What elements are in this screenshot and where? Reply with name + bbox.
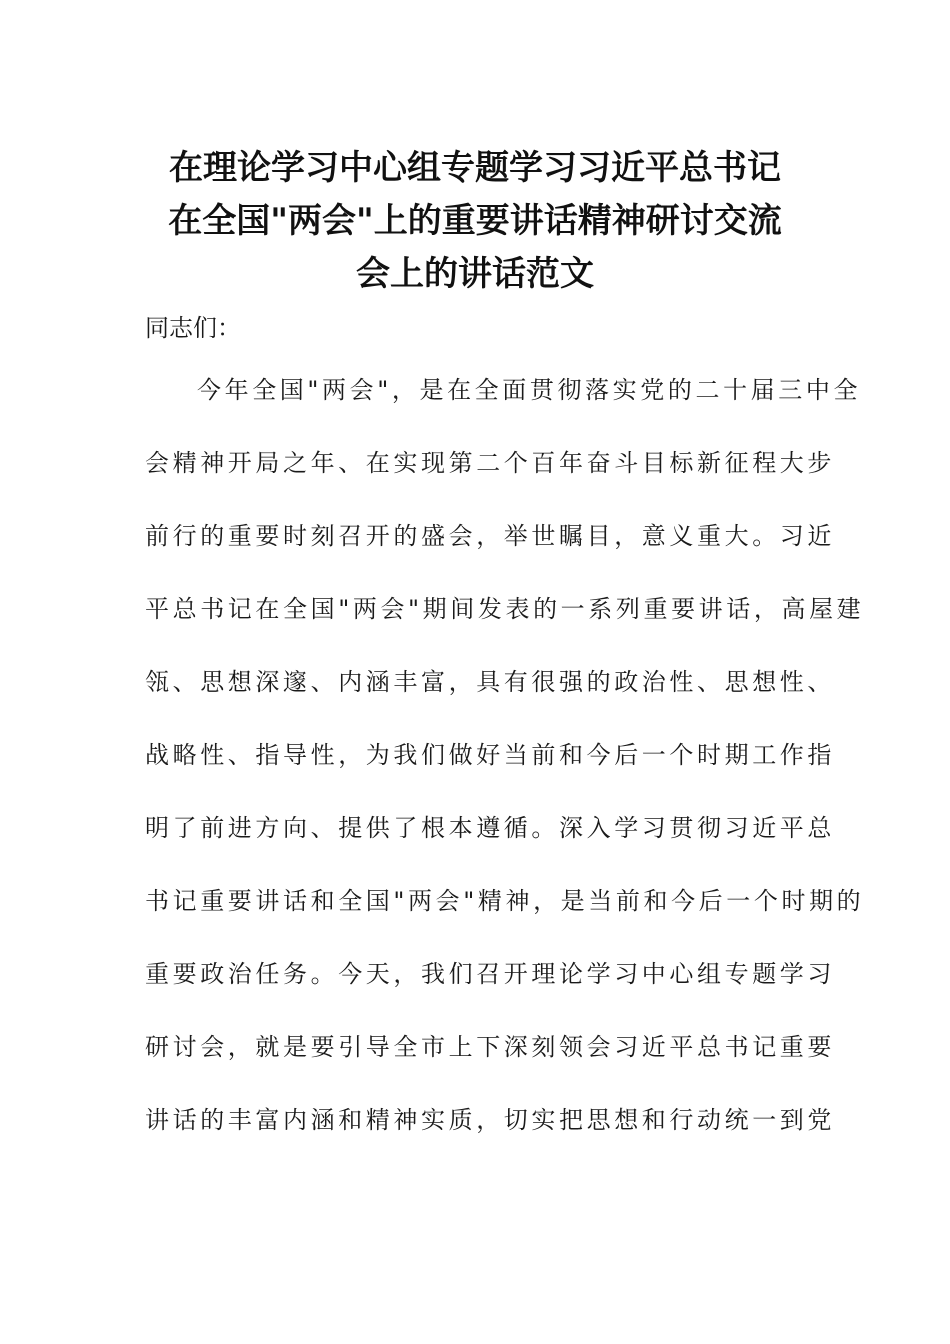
- paragraph-line-1: 今年全国"两会"，是在全面贯彻落实党的二十届三中全: [197, 376, 862, 404]
- paragraph-line-8: 书记重要讲话和全国"两会"精神，是当前和今后一个时期的: [145, 887, 865, 915]
- body-paragraph: [145, 360, 865, 1163]
- paragraph-line-7: 明了前进方向、提供了根本遵循。深入学习贯彻习近平总: [145, 814, 835, 842]
- paragraph-line-4: 平总书记在全国"两会"期间发表的一系列重要讲话，高屋建: [145, 595, 865, 623]
- paragraph-line-10: 研讨会，就是要引导全市上下深刻领会习近平总书记重要: [145, 1033, 835, 1061]
- paragraph-line-3: 前行的重要时刻召开的盛会，举世瞩目，意义重大。习近: [145, 522, 835, 550]
- paragraph-line-2: 会精神开局之年、在实现第二个百年奋斗目标新征程大步: [145, 449, 835, 477]
- salutation: 同志们：: [145, 314, 241, 342]
- title-line-1: 在理论学习中心组专题学习习近平总书记: [169, 148, 781, 188]
- document-title: [145, 142, 805, 301]
- paragraph-line-5: 瓴、思想深邃、内涵丰富，具有很强的政治性、思想性、: [145, 668, 835, 696]
- title-line-2: 在全国"两会"上的重要讲话精神研讨交流: [168, 201, 782, 241]
- paragraph-line-6: 战略性、指导性，为我们做好当前和今后一个时期工作指: [145, 741, 835, 769]
- title-line-3: 会上的讲话范文: [356, 254, 594, 294]
- paragraph-line-9: 重要政治任务。今天，我们召开理论学习中心组专题学习: [145, 960, 835, 988]
- paragraph-line-11: 讲话的丰富内涵和精神实质，切实把思想和行动统一到党: [145, 1106, 835, 1134]
